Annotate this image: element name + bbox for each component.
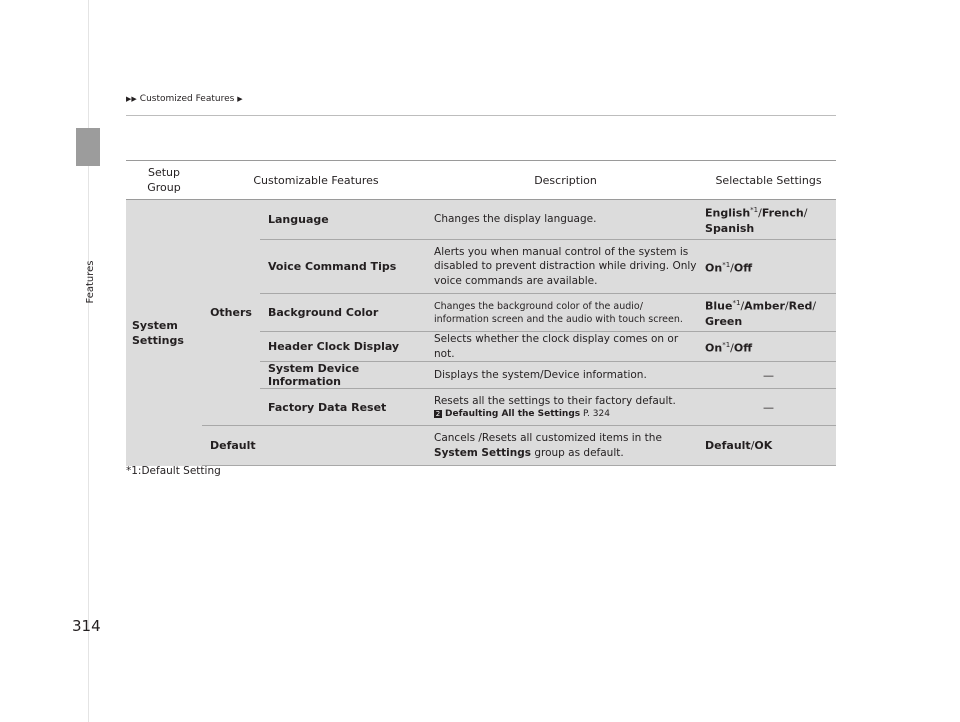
feature-name: Language bbox=[260, 200, 430, 240]
feature-name: Voice Command Tips bbox=[260, 240, 430, 294]
page-number: 314 bbox=[72, 617, 101, 635]
section-side-label: Features bbox=[85, 260, 96, 304]
table-row bbox=[126, 200, 836, 240]
feature-description: Alerts you when manual control of the system is disabled to prevent distraction while driving. Only voice commands are available. bbox=[430, 240, 701, 294]
header-description: Description bbox=[430, 161, 701, 200]
selectable-settings: English$^{*1}$/French/ Spanish bbox=[701, 200, 836, 240]
header-customizable-features: Customizable Features bbox=[202, 161, 430, 200]
feature-description: Changes the background color of the audio/ information screen and the audio with touch screen. bbox=[430, 294, 701, 332]
header-setup-group: Setup Group bbox=[126, 161, 202, 200]
section-tab-marker bbox=[76, 128, 100, 166]
cross-reference[interactable]: 2 Defaulting All the Settings P. 324 bbox=[435, 409, 610, 420]
feature-description: Changes the display language. bbox=[430, 200, 701, 240]
header-selectable-settings: Selectable Settings bbox=[701, 161, 836, 200]
breadcrumb-label[interactable]: Customized Features bbox=[139, 94, 235, 104]
breadcrumb bbox=[126, 94, 243, 104]
header-rule bbox=[126, 115, 836, 116]
breadcrumb-arrow-icon: ▶ bbox=[237, 95, 243, 103]
selectable-settings: On$^{*1}$/Off bbox=[701, 240, 836, 294]
feature-description: Cancels /Resets all customized items in the System Settings group as default. bbox=[430, 426, 701, 466]
feature-name: Background Color bbox=[260, 294, 430, 332]
feature-description: Resets all the settings to their factory default. 2 Defaulting All the Settings P. 324 bbox=[430, 389, 701, 426]
feature-name: System Device Information bbox=[260, 362, 430, 389]
feature-description: Selects whether the clock display comes on or not. bbox=[430, 332, 701, 362]
table-row bbox=[126, 426, 836, 466]
selectable-settings: On$^{*1}$/Off bbox=[701, 332, 836, 362]
selectable-settings: — bbox=[701, 362, 836, 389]
selectable-settings: — bbox=[701, 389, 836, 426]
subgroup-others-cell: Others bbox=[202, 200, 260, 426]
selectable-settings: Default/OK bbox=[701, 426, 836, 466]
table-header-row bbox=[126, 161, 836, 200]
feature-name: Header Clock Display bbox=[260, 332, 430, 362]
feature-name: Default bbox=[202, 426, 430, 466]
customizable-features-table bbox=[126, 160, 836, 466]
breadcrumb-arrow-icon: ▶▶ bbox=[126, 95, 137, 103]
feature-name: Factory Data Reset bbox=[260, 389, 430, 426]
selectable-settings: Blue$^{*1}$/Amber/Red/ Green bbox=[701, 294, 836, 332]
footnote: *1:Default Setting bbox=[126, 465, 221, 477]
setup-group-cell: System Settings bbox=[126, 200, 202, 466]
reference-arrow-icon: 2 bbox=[435, 409, 441, 418]
feature-description: Displays the system/Device information. bbox=[430, 362, 701, 389]
